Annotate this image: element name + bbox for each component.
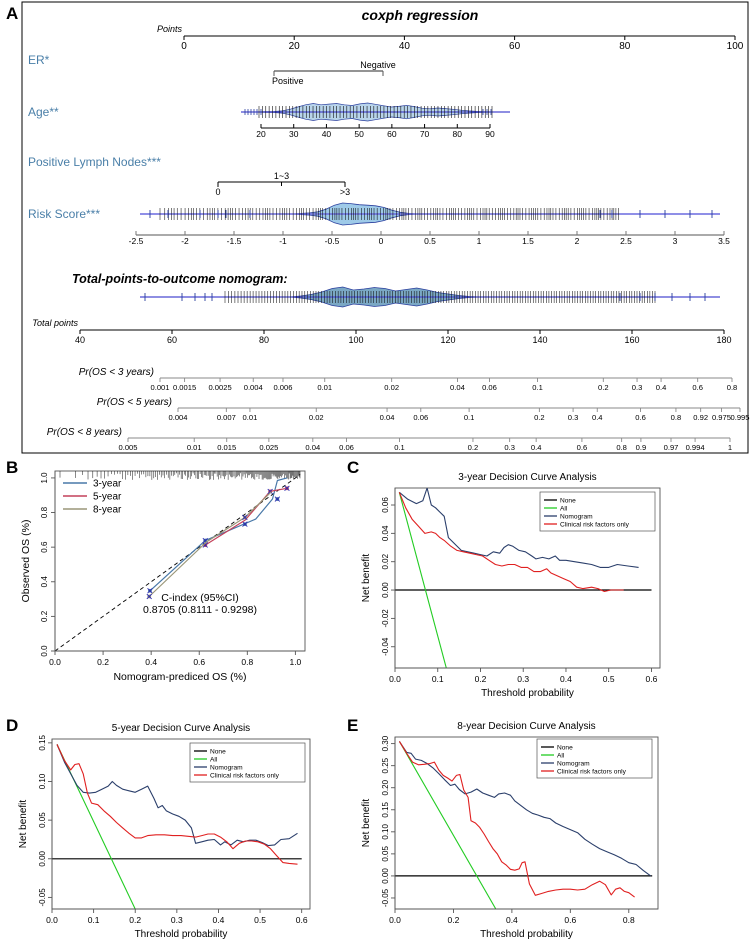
- y-tick-label: 0.20: [381, 779, 390, 796]
- outcome-tick-label: 0.06: [413, 413, 429, 422]
- chart-title: 3-year Decision Curve Analysis: [458, 472, 597, 483]
- outcome-tick-label: 0.975: [711, 413, 731, 422]
- points-tick-label: 100: [726, 41, 744, 52]
- row-label-risk: Risk Score***: [28, 207, 101, 221]
- total-points-label: Total points: [32, 318, 78, 328]
- risk-tick-label: 2.5: [620, 236, 632, 246]
- outcome-tick-label: 0.0015: [172, 383, 197, 392]
- outcome-tick-label: 0.007: [216, 413, 236, 422]
- outcome-tick-label: 0.6: [635, 413, 646, 422]
- x-tick-label: 0.0: [389, 915, 401, 925]
- x-tick-label: 0.4: [505, 915, 518, 925]
- panel-c-letter: C: [347, 458, 360, 477]
- y-tick-label: 0.02: [381, 553, 390, 570]
- series-8-year: [149, 492, 271, 597]
- legend-label-2: Nomogram: [560, 513, 593, 521]
- age-tick-label: 20: [256, 129, 266, 139]
- y-tick-label: -0.04: [381, 637, 390, 656]
- row-label-er: ER*: [28, 53, 50, 67]
- outcome-tick-label: 0.04: [305, 443, 321, 452]
- y-axis-label: Net benefit: [361, 798, 372, 848]
- legend-label-1: All: [210, 756, 218, 764]
- outcome-row-label-1: Pr(OS < 5 years): [96, 397, 172, 408]
- panel-e-svg: [345, 713, 750, 951]
- risk-tick-label: 1: [476, 236, 482, 246]
- panel-b-svg: [0, 455, 345, 713]
- outcome-tick-label: 0.92: [693, 413, 709, 422]
- y-tick-label: -0.02: [381, 609, 390, 628]
- x-tick-label: 0.6: [564, 915, 577, 925]
- outcome-tick-label: 0.06: [482, 383, 497, 392]
- outcome-tick-label: 0.001: [150, 383, 170, 392]
- y-tick-label: 0.04: [381, 525, 390, 542]
- reference-line: [55, 474, 300, 651]
- risk-tick-label: 3: [672, 236, 678, 246]
- y-tick-label: 0.00: [381, 868, 390, 884]
- legend-label-0: None: [557, 744, 573, 752]
- age-tick-label: 30: [288, 129, 299, 139]
- risk-tick-label: -0.5: [324, 236, 340, 246]
- total-points-tick-label: 180: [716, 335, 732, 345]
- y-axis-label: Observed OS (%): [20, 519, 32, 603]
- outcome-tick-label: 0.4: [655, 383, 667, 392]
- panel-e-dca-8year: [345, 713, 750, 951]
- outcome-tick-label: 0.2: [534, 413, 545, 422]
- panel-b-calibration: [0, 455, 345, 713]
- y-tick-label: 0.6: [40, 541, 49, 553]
- age-tick-label: 80: [452, 129, 463, 139]
- series-all: [399, 492, 446, 668]
- outcome-tick-label: 0.994: [685, 443, 705, 452]
- x-tick-label: 0.8: [622, 915, 635, 925]
- panel-a-letter: A: [6, 4, 19, 23]
- legend-label-0: None: [210, 748, 226, 756]
- x-tick-label: 0.6: [193, 657, 206, 667]
- outcome-tick-label: 0.04: [450, 383, 465, 392]
- panel-e-letter: E: [347, 716, 359, 735]
- pln-cat-0: 0: [215, 187, 221, 197]
- x-axis-label: Threshold probability: [481, 688, 574, 699]
- outcome-tick-label: 0.4: [530, 443, 542, 452]
- chart-title: 5-year Decision Curve Analysis: [111, 723, 251, 734]
- x-tick-label: 0.3: [517, 674, 530, 684]
- legend-label-2: Nomogram: [210, 764, 243, 772]
- panel-a-nomogram: [0, 0, 750, 455]
- x-tick-label: 0.4: [560, 674, 572, 684]
- x-tick-label: 0.1: [87, 915, 100, 925]
- er-cat-negative: Negative: [360, 60, 396, 70]
- x-tick-label: 0.3: [170, 915, 183, 925]
- row-label-pln: Positive Lymph Nodes***: [28, 155, 161, 169]
- outcome-tick-label: 0.01: [242, 413, 258, 422]
- outcome-tick-label: 0.1: [532, 383, 543, 392]
- y-tick-label: 0.15: [381, 801, 390, 818]
- y-tick-label: 0.4: [40, 576, 49, 588]
- outcome-row-label-0: Pr(OS < 3 years): [78, 367, 154, 378]
- outcome-tick-label: 0.97: [663, 443, 679, 452]
- x-tick-label: 0.4: [145, 657, 158, 667]
- outcome-tick-label: 0.04: [379, 413, 395, 422]
- points-axis-label: Points: [156, 24, 182, 34]
- y-tick-label: 0.05: [38, 812, 47, 828]
- legend-label-2: Nomogram: [557, 760, 590, 768]
- y-tick-label: 0.30: [381, 735, 390, 752]
- y-tick-label: 0.05: [381, 846, 390, 862]
- points-tick-label: 0: [181, 41, 187, 52]
- x-axis-label: Threshold probability: [134, 929, 228, 940]
- outcome-tick-label: 0.02: [384, 383, 400, 392]
- legend-label-0: 3-year: [93, 478, 122, 490]
- outcome-tick-label: 0.995: [730, 413, 750, 422]
- y-tick-label: 0.00: [381, 582, 390, 598]
- outcome-tick-label: 0.2: [467, 443, 479, 452]
- x-tick-label: 0.6: [295, 915, 308, 925]
- risk-tick-label: 1.5: [522, 236, 534, 246]
- risk-tick-label: -1.5: [226, 236, 242, 246]
- outcome-tick-label: 0.6: [576, 443, 588, 452]
- points-tick-label: 20: [288, 41, 300, 52]
- outcome-tick-label: 0.6: [692, 383, 703, 392]
- outcome-tick-label: 0.3: [504, 443, 515, 452]
- x-tick-label: 0.2: [129, 915, 142, 925]
- outcome-tick-label: 0.015: [217, 443, 237, 452]
- panel-a-title: coxph regression: [361, 7, 479, 23]
- outcome-tick-label: 0.8: [726, 383, 738, 392]
- series-all: [399, 741, 495, 909]
- outcome-tick-label: 0.004: [243, 383, 263, 392]
- total-points-tick-label: 80: [258, 335, 270, 345]
- y-tick-label: 0.15: [38, 735, 47, 751]
- x-tick-label: 0.0: [389, 674, 401, 684]
- outcome-tick-label: 0.3: [567, 413, 579, 422]
- y-tick-label: -0.05: [38, 888, 47, 907]
- panel-d-letter: D: [6, 716, 19, 735]
- y-tick-label: 0.10: [38, 773, 47, 790]
- panel-c-dca-3year: [345, 455, 750, 713]
- risk-tick-label: 2: [574, 236, 580, 246]
- x-axis-label: Nomogram-prediced OS (%): [113, 671, 247, 683]
- cindex-annotation-line1: C-index (95%CI): [161, 592, 239, 604]
- total-points-tick-label: 60: [166, 335, 178, 345]
- outcome-tick-label: 0.06: [339, 443, 354, 452]
- panel-d-svg: [0, 713, 345, 951]
- outcome-tick-label: 0.4: [591, 413, 603, 422]
- total-points-tick-label: 120: [440, 335, 456, 345]
- legend-label-1: All: [557, 752, 565, 760]
- outcome-tick-label: 0.1: [394, 443, 405, 452]
- legend-label-1: All: [560, 505, 568, 513]
- x-tick-label: 0.2: [474, 674, 487, 684]
- outcome-tick-label: 0.006: [273, 383, 293, 392]
- x-axis-label: Threshold probability: [480, 929, 573, 940]
- outcome-tick-label: 0.1: [463, 413, 475, 422]
- x-tick-label: 0.2: [447, 915, 460, 925]
- outcome-tick-label: 0.2: [598, 383, 609, 392]
- x-tick-label: 1.0: [289, 657, 302, 667]
- age-tick-label: 50: [354, 129, 364, 139]
- points-tick-label: 60: [509, 41, 521, 52]
- legend-label-3: Clinical risk factors only: [210, 772, 279, 780]
- y-tick-label: 0.10: [381, 824, 390, 840]
- legend-label-2: 8-year: [93, 504, 122, 516]
- outcome-tick-label: 0.8: [616, 443, 627, 452]
- points-tick-label: 40: [398, 41, 410, 52]
- x-tick-label: 0.8: [241, 657, 254, 667]
- panel-d-dca-5year: [0, 713, 345, 951]
- x-tick-label: 0.0: [46, 915, 58, 925]
- legend-label-3: Clinical risk factors only: [560, 521, 629, 529]
- risk-tick-label: 0: [378, 236, 384, 246]
- y-tick-label: 0.8: [40, 506, 49, 519]
- y-tick-label: 0.00: [38, 850, 47, 867]
- outcome-tick-label: 0.01: [186, 443, 202, 452]
- y-tick-label: 0.06: [381, 497, 390, 513]
- y-tick-label: 0.0: [40, 645, 49, 657]
- risk-tick-label: -1: [279, 236, 287, 246]
- outcome-tick-label: 0.9: [635, 443, 647, 452]
- outcome-tick-label: 0.025: [259, 443, 279, 452]
- age-tick-label: 60: [387, 129, 397, 139]
- risk-tick-label: 3.5: [718, 236, 730, 246]
- age-tick-label: 90: [485, 129, 495, 139]
- outcome-tick-label: 0.01: [317, 383, 333, 392]
- panel-b-letter: B: [6, 458, 19, 477]
- legend-label-3: Clinical risk factors only: [557, 768, 626, 776]
- panel-a-svg: [0, 0, 750, 455]
- outcome-tick-label: 0.0025: [208, 383, 232, 392]
- outcome-tick-label: 1: [727, 443, 733, 452]
- age-tick-label: 70: [419, 129, 430, 139]
- outcome-tick-label: 0.3: [631, 383, 643, 392]
- outcome-tick-label: 0.8: [670, 413, 682, 422]
- legend-label-0: None: [560, 497, 576, 505]
- total-points-tick-label: 140: [532, 335, 548, 345]
- total-points-tick-label: 160: [624, 335, 640, 345]
- points-tick-label: 80: [619, 41, 631, 52]
- legend-label-1: 5-year: [93, 491, 122, 503]
- total-points-tick-label: 40: [74, 335, 86, 345]
- y-tick-label: 1.0: [40, 472, 49, 484]
- total-nomogram-title: Total-points-to-outcome nomogram:: [72, 272, 288, 286]
- risk-tick-label: -2.5: [128, 236, 144, 246]
- risk-tick-label: 0.5: [424, 236, 436, 246]
- x-tick-label: 0.4: [212, 915, 225, 925]
- er-cat-positive: Positive: [272, 76, 304, 86]
- x-tick-label: 0.5: [254, 915, 266, 925]
- outcome-tick-label: 0.005: [118, 443, 138, 452]
- y-axis-label: Net benefit: [18, 799, 29, 849]
- pln-cat-1-3: 1~3: [273, 171, 290, 181]
- y-tick-label: 0.2: [40, 610, 49, 622]
- total-points-tick-label: 100: [348, 335, 364, 345]
- age-tick-label: 40: [321, 129, 332, 139]
- y-tick-label: -0.05: [381, 888, 390, 908]
- outcome-tick-label: 0.004: [168, 413, 188, 422]
- outcome-row-label-2: Pr(OS < 8 years): [46, 427, 122, 438]
- risk-tick-label: -2: [181, 236, 189, 246]
- y-axis-label: Net benefit: [361, 553, 372, 603]
- panel-c-svg: [345, 455, 750, 713]
- pln-cat-gt3: >3: [339, 187, 351, 197]
- y-tick-label: 0.25: [381, 757, 390, 774]
- series-group: [55, 471, 300, 651]
- row-label-age: Age**: [28, 105, 59, 119]
- cindex-annotation-line2: 0.8705 (0.8111 - 0.9298): [142, 604, 258, 616]
- outcome-tick-label: 0.02: [308, 413, 324, 422]
- x-tick-label: 0.5: [602, 674, 615, 684]
- x-tick-label: 0.2: [97, 657, 109, 667]
- x-tick-label: 0.6: [645, 674, 658, 684]
- x-tick-label: 0.1: [431, 674, 444, 684]
- x-tick-label: 0.0: [49, 657, 61, 667]
- chart-title: 8-year Decision Curve Analysis: [457, 721, 596, 732]
